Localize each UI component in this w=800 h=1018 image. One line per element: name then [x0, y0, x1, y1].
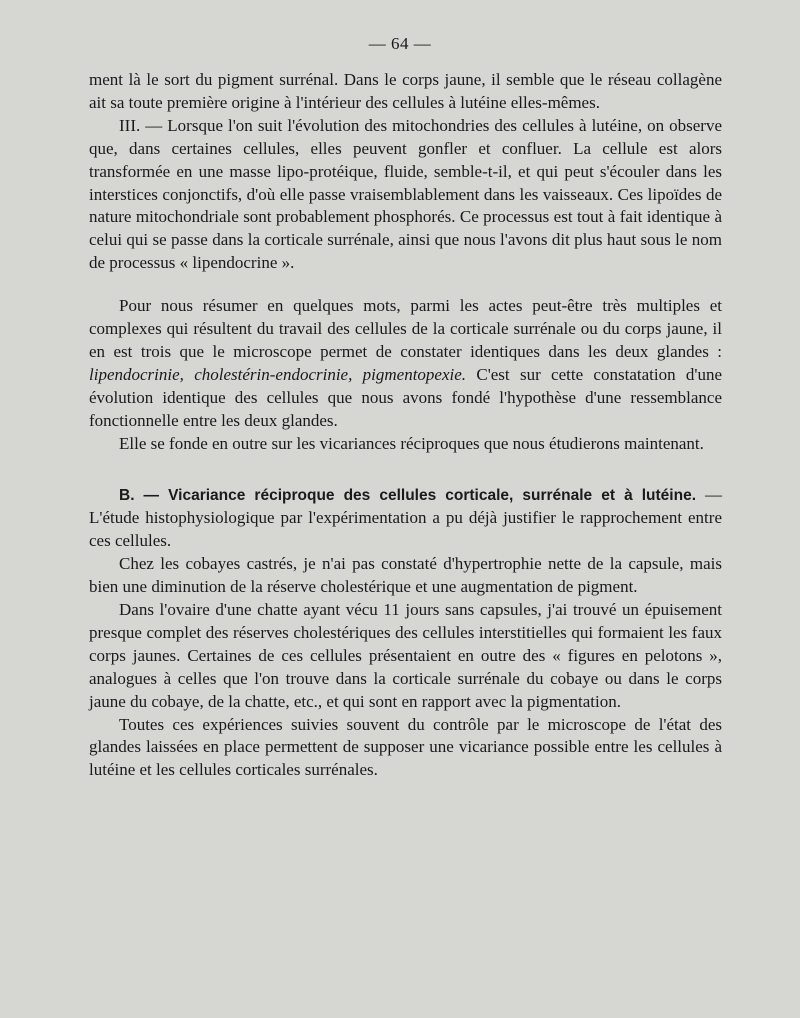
summary-italic-terms: lipendocrinie, cholestérin-endocrinie, pigmentopexie.: [89, 364, 467, 384]
section-b-heading: B. — Vicariance réciproque des cellules corticale, surrénale et à lutéine.: [119, 486, 696, 504]
summary-text-end: C'est sur cette constatation d'une évolution identique des cellules que nous avons fondé l'hypothèse d'une ressemblance fonctionnelle entre les deux glandes.: [89, 364, 722, 430]
paragraph-summary: [89, 295, 722, 432]
paragraph-conclusion: Toutes ces expériences suivies souvent du contrôle par le microscope de l'état des glandes laissées en place permettent de supposer une vicariance possible entre les cellules à lutéine et les cellules corticales surrénales.: [89, 714, 722, 780]
paragraph-cobayes: Chez les cobayes castrés, je n'ai pas constaté d'hypertrophie nette de la capsule, mais bien une diminution de la réserve cholestérique et une augmentation de pigment.: [89, 554, 722, 597]
paragraph-vicariances: Elle se fonde en outre sur les vicariances réciproques que nous étudierons maintenant.: [119, 433, 704, 453]
paragraph-continuation: ment là le sort du pigment surrénal. Dans le corps jaune, il semble que le réseau collagène ait sa toute première origine à l'intérieur des cellules à lutéine elles-mêmes.: [89, 70, 722, 112]
summary-text-start: Pour nous résumer en quelques mots, parmi les actes peut-être très multiples et complexes qui résultent du travail des cellules de la corticale surrénale ou du corps jaune, il en est trois que le microscope permet de constater identiques dans les deux glandes :: [89, 296, 722, 361]
page-number: — 64 —: [368, 34, 432, 53]
paragraph-section-b: [89, 484, 722, 554]
paragraph-section-iii: III. — Lorsque l'on suit l'évolution des mitochondries des cellules à lutéine, on observe que, dans certaines cellules, elles peuvent gonfler et confluer. La cellule est alors transformée en une masse lipo-protéique, fluide, semble-t-il, et qui peut s'écouler dans les interstices conjonctifs, d'où elle passe vraisemblablement dans les vaisseaux. Ces lipoïdes de nature mitochondriale sont probablement phosphorés. Ce processus est tout à fait identique à celui qui se passe dans la corticale surrénale, ainsi que nous l'avons dit plus haut sous le nom de processus « lipendocrine ».: [89, 115, 722, 273]
paragraph-chatte: Dans l'ovaire d'une chatte ayant vécu 11 jours sans capsules, j'ai trouvé un épuisement presque complet des réserves cholestériques des cellules interstitielles qui formaient les faux corps jaunes. Certaines de ces cellules présentaient en outre des « figures en pelotons », analogues à celles que l'on trouve dans la corticale surrénale du cobaye ou dans le corps jaune du cobaye, de la chatte, etc., et qui sont en rapport avec la pigmentation.: [89, 600, 722, 711]
section-b-text: — L'étude histophysiologique par l'expérimentation a pu déjà justifier le rapprochement entre ces cellules.: [89, 484, 722, 551]
body-text: [89, 69, 722, 782]
